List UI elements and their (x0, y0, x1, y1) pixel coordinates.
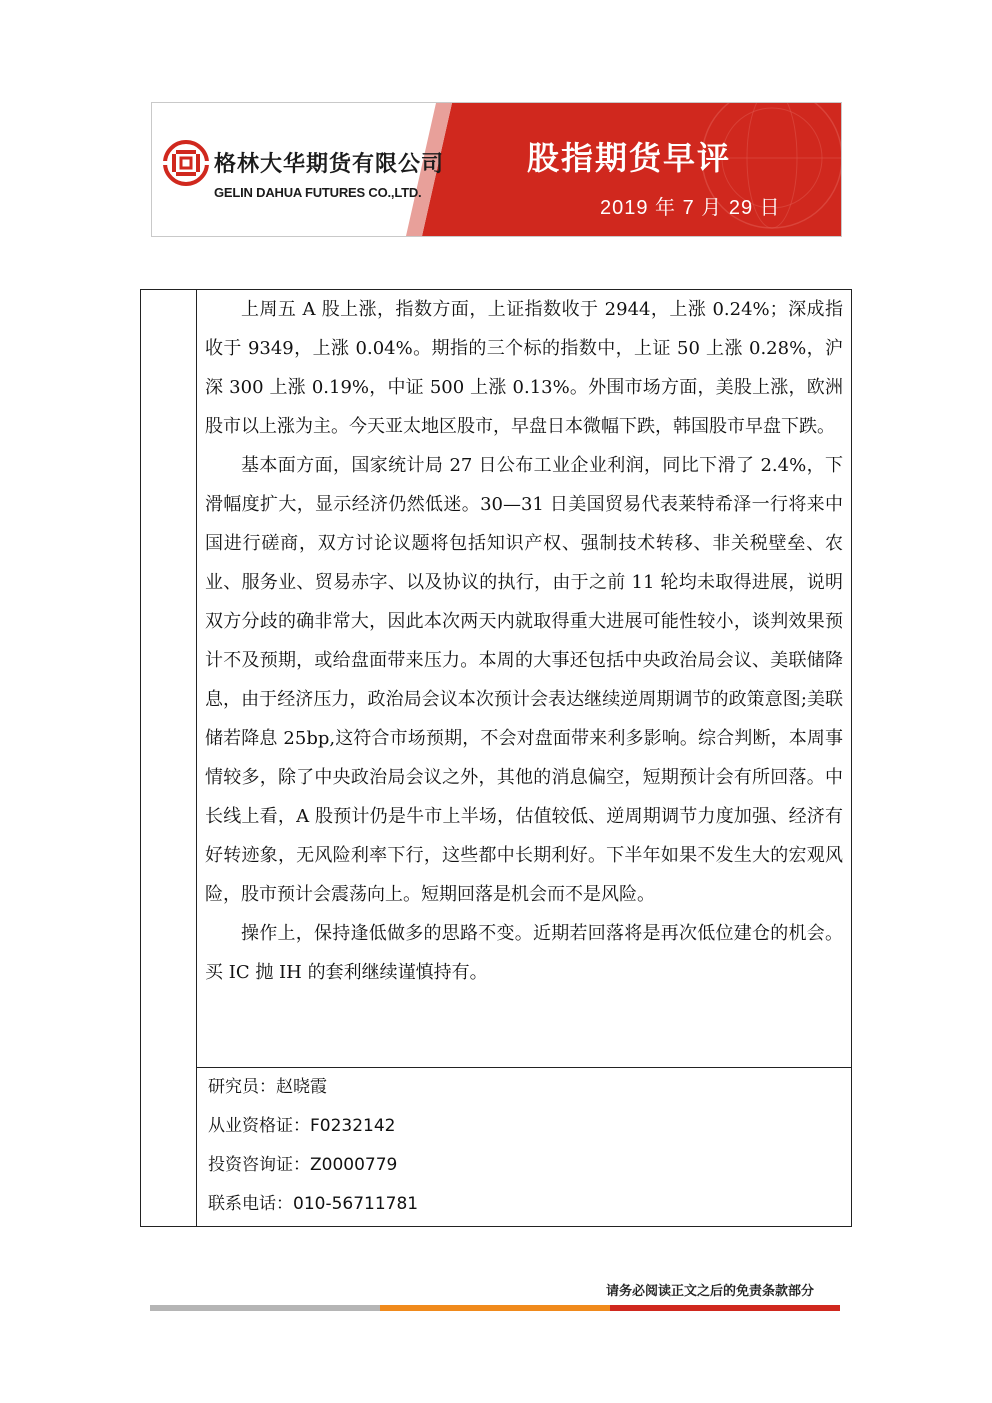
bottom-color-bar (150, 1305, 840, 1311)
table-label-column (141, 290, 197, 1226)
report-title: 股指期货早评 (527, 139, 732, 177)
researcher-label: 研究员： (208, 1077, 276, 1097)
commentary-paragraph-strategy: 操作上，保持逢低做多的思路不变。近期若回落将是再次低位建仓的机会。买 IC 抛 IH 的套利继续谨慎持有。 (205, 923, 843, 983)
phone-line (197, 1185, 851, 1224)
license-line (197, 1107, 851, 1146)
company-name-en: GELIN DAHUA FUTURES CO.,LTD. (214, 185, 422, 200)
bottom-bar-red (610, 1305, 840, 1311)
header-banner (151, 102, 842, 237)
phone-label: 联系电话： (208, 1194, 293, 1214)
analyst-info-cell (197, 1068, 851, 1226)
company-logo-icon (163, 140, 209, 186)
report-date: 2019 年 7 月 29 日 (600, 197, 781, 219)
license-label: 从业资格证： (208, 1116, 310, 1136)
commentary-paragraph-market: 上周五 A 股上涨，指数方面，上证指数收于 2944，上涨 0.24%；深成指收于 9349，上涨 0.04%。期指的三个标的指数中，上证 50 上涨 0.28%，沪深 300 上涨 0.19%，中证 500 上涨 0.13%。外围市场方面，美股上涨，欧洲股市以上涨为主。今天亚太地区股市，早盘日本微幅下跌，韩国股市早盘下跌。 (205, 299, 843, 437)
advisory-label: 投资咨询证： (208, 1155, 310, 1175)
commentary-cell (197, 290, 851, 1068)
advisory-number: Z0000779 (310, 1155, 398, 1175)
disclaimer-text: 请务必阅读正文之后的免责条款部分 (606, 1284, 815, 1299)
bottom-bar-gray (150, 1305, 380, 1311)
researcher-name: 赵晓霞 (276, 1077, 327, 1097)
researcher-line (197, 1068, 851, 1107)
bottom-bar-orange (380, 1305, 610, 1311)
advisory-line (197, 1146, 851, 1185)
content-table (140, 289, 852, 1227)
phone-number: 010-56711781 (293, 1194, 419, 1214)
company-name-cn: 格林大华期货有限公司 (214, 152, 445, 177)
commentary-paragraph-fundamentals: 基本面方面，国家统计局 27 日公布工业企业利润，同比下滑了 2.4%，下滑幅度扩大，显示经济仍然低迷。30—31 日美国贸易代表莱特希泽一行将来中国进行磋商，双方讨论议题将包括知识产权、强制技术转移、非关税壁垒、农业、服务业、贸易赤字、以及协议的执行，由于之前 11 轮均未取得进展，说明双方分歧的确非常大，因此本次两天内就取得重大进展可能性较小，谈判效果预计不及预期，或给盘面带来压力。本周的大事还包括中央政治局会议、美联储降息，由于经济压力，政治局会议本次预计会表达继续逆周期调节的政策意图;美联储若降息 25bp,这符合市场预期，不会对盘面带来利多影响。综合判断，本周事情较多，除了中央政治局会议之外，其他的消息偏空，短期预计会有所回落。中长线上看，A 股预计仍是牛市上半场，估值较低、逆周期调节力度加强、经济有好转迹象，无风险利率下行，这些都中长期利好。下半年如果不发生大的宏观风险，股市预计会震荡向上。短期回落是机会而不是风险。 (205, 455, 843, 905)
license-number: F0232142 (310, 1116, 396, 1136)
